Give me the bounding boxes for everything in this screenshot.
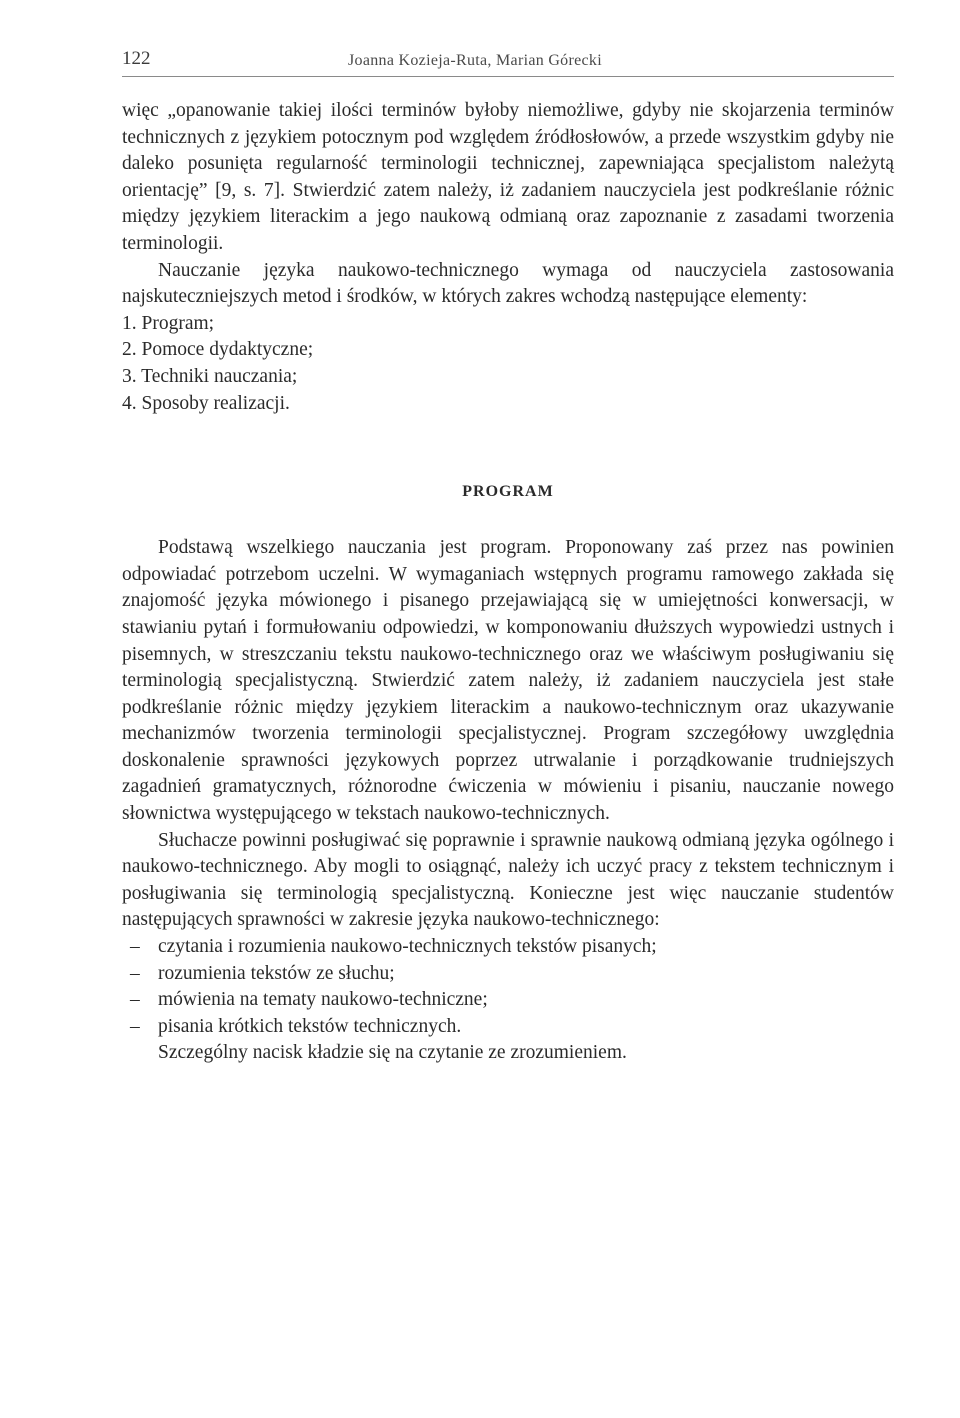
running-head-authors: Joanna Kozieja-Ruta, Marian Górecki [348,52,602,69]
list-item [130,1014,894,1041]
list-item [130,987,894,1014]
dash-marker: – [130,1015,140,1037]
list-item: 1. Program; [122,312,215,334]
list-item-text: mówienia na tematy naukowo-techniczne; [158,989,488,1011]
list-item-text: pisania krótkich tekstów technicznych. [158,1015,462,1037]
paragraph-intro-elements: Nauczanie języka naukowo-technicznego wymaga od nauczyciela zastosowania najskuteczniejszych metod i środków, w których zakres wchodzą następujące elementy: [122,259,894,308]
page-number: 122 [122,48,151,69]
paragraph-program: Podstawą wszelkiego nauczania jest program. Proponowany zaś przez nas powinien odpowiadać potrzebom uczelni. W wymaganiach wstępnych programu ramowego zakłada się znajomość języka mówionego i pisanego przejawiającą się w umiejętności konwersacji, w stawianiu pytań i formułowaniu odpowiedzi, w komponowaniu dłuższych wypowiedzi ustnych i pisemnych, w streszczaniu tekstu naukowo-technicznego oraz we właściwym posługiwaniu się terminologią specjalistyczną. Stwierdzić zatem należy, iż zadaniem nauczyciela jest stałe podkreślanie różnic między językiem literackim a naukowo-technicznym oraz ukazywanie mechanizmów tworzenia terminologii specjalistycznej. Program szczegółowy uwzględnia doskonalenie sprawności językowych poprzez utrwalanie i porządkowanie trudniejszych zagadnień gramatycznych, różnorodne ćwiczenia w mówieniu i pisaniu, nauczanie nowego słownictwa występującego w tekstach naukowo-technicznych. [122,537,894,825]
dash-marker: – [130,989,140,1011]
list-item [130,961,894,988]
skills-dash-list [122,934,894,1040]
section-heading: PROGRAM [462,483,554,501]
list-item: 2. Pomoce dydaktyczne; [122,339,314,361]
paragraph-continuation: więc „opanowanie takiej ilości terminów byłoby niemożliwe, gdyby nie skojarzenia terminów technicznych z językiem potocznym pod względem źródłosłowów, a przede wszystkim gdyby nie daleko posunięta regularność terminologii technicznej, zapewniająca specjalistom należytą orientację” [9, s. 7]. Stwierdzić zatem należy, iż zadaniem nauczyciela jest podkreślanie różnic między językiem literackim a jego naukową odmianą oraz zapoznanie z zasadami tworzenia terminologii. [122,100,894,254]
elements-numbered-list [122,311,894,417]
list-item-text: rozumienia tekstów ze słuchu; [158,962,395,984]
body-text [122,98,894,1067]
list-item: 3. Techniki nauczania; [122,365,298,387]
list-item: 4. Sposoby realizacji. [122,392,290,414]
list-item [130,934,894,961]
dash-marker: – [130,962,140,984]
list-item-text: czytania i rozumienia naukowo-technicznych tekstów pisanych; [158,936,657,958]
paragraph-skills: Słuchacze powinni posługiwać się poprawnie i sprawnie naukową odmianą języka ogólnego i naukowo-technicznego. Aby mogli to osiągnąć, należy ich uczyć pracy z tekstem technicznym i posługiwania się terminologią specjalistyczną. Konieczne jest więc nauczanie studentów następujących sprawności w zakresie języka naukowo-technicznego: [122,829,894,931]
page-header [122,46,894,77]
dash-marker: – [130,936,140,958]
paragraph-closing: Szczególny nacisk kładzie się na czytanie ze zrozumieniem. [158,1042,627,1064]
